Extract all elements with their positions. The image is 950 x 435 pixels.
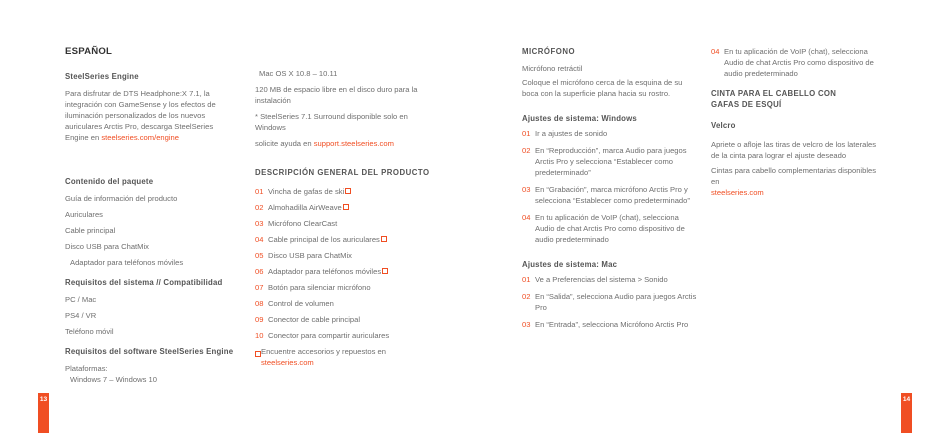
mac-step	[522, 291, 697, 313]
step-text: Control de volumen	[268, 299, 334, 308]
page-number-right: 14	[901, 393, 912, 433]
section-title: ESPAÑOL	[65, 46, 113, 57]
step-text: Disco USB para ChatMix	[268, 251, 352, 260]
accessories-item	[255, 346, 435, 368]
step-text: En “Reproducción”, marca Audio para juegos Arctis Pro y selecciona “Establecer como predeterminado”	[535, 146, 687, 177]
win-step-04-cont	[711, 46, 886, 79]
step-number: 01	[522, 129, 531, 138]
step-text: En tu aplicación de VoIP (chat), selecciona Audio de chat Arctis Pro como dispositivo de audio predeterminado	[535, 213, 685, 244]
step-number: 01	[522, 275, 531, 284]
step-text: Ir a ajustes de sonido	[535, 129, 608, 138]
mic-sub: Micrófono retráctil	[522, 64, 583, 73]
step-text: Almohadilla AirWeave	[268, 203, 342, 212]
box-icon	[343, 204, 349, 210]
footnote: * SteelSeries 7.1 Surround disponible solo en Windows	[255, 112, 408, 132]
step-text: En “Salida”, selecciona Audio para juegos Arctis Pro	[535, 292, 697, 312]
step-number: 10	[255, 331, 264, 340]
sysreq-item: PC / Mac	[65, 295, 97, 304]
mac-steps	[522, 274, 697, 330]
package-item: Disco USB para ChatMix	[65, 242, 149, 251]
mac-heading: Ajustes de sistema: Mac	[522, 260, 618, 269]
overview-item	[255, 314, 435, 325]
engine-link[interactable]: steelseries.com/engine	[101, 133, 179, 142]
overview-item	[255, 250, 435, 261]
step-number: 02	[522, 292, 531, 301]
package-item: Guía de información del producto	[65, 194, 178, 203]
package-item: Cable principal	[65, 226, 116, 235]
strap-text	[711, 165, 886, 198]
overview-item	[255, 234, 435, 245]
step-number: 02	[255, 203, 264, 212]
mac-step	[522, 274, 697, 285]
swreq-item: Windows 7 – Windows 10	[70, 375, 157, 384]
support-link[interactable]: support.steelseries.com	[313, 139, 394, 148]
accessories-link[interactable]: steelseries.com	[261, 358, 314, 367]
overview-item	[255, 186, 435, 197]
column-4	[711, 46, 886, 198]
engine-text	[65, 88, 235, 143]
windows-heading: Ajustes de sistema: Windows	[522, 114, 637, 123]
windows-step	[522, 184, 697, 206]
step-number: 05	[255, 251, 264, 260]
box-icon	[382, 268, 388, 274]
sysreq-item: Mac OS X 10.8 – 10.11	[259, 69, 338, 78]
windows-step	[522, 212, 697, 245]
mic-text: Coloque el micrófono cerca de la esquina de su boca con la superficie plana hacia su rostro.	[522, 78, 683, 98]
package-item: Adaptador para teléfonos móviles	[70, 258, 184, 267]
accessories-text	[261, 346, 386, 368]
step-number: 06	[255, 267, 264, 276]
step-number: 03	[522, 320, 531, 329]
step-text: Conector para compartir auriculares	[268, 331, 390, 340]
box-icon	[381, 236, 387, 242]
step-number: 07	[255, 283, 264, 292]
overview-item	[255, 282, 435, 293]
windows-step	[522, 145, 697, 178]
overview-item	[255, 330, 435, 341]
step-number: 04	[711, 47, 720, 56]
strap-label: Cintas para cabello complementarias disponibles en	[711, 166, 877, 186]
step-text: Ve a Preferencias del sistema > Sonido	[535, 275, 668, 284]
support-text	[255, 138, 435, 149]
step-number: 03	[522, 185, 531, 194]
step-number: 04	[255, 235, 264, 244]
overview-heading: DESCRIPCIÓN GENERAL DEL PRODUCTO	[255, 168, 430, 177]
engine-text-body: Para disfrutar de DTS Headphone:X 7.1, la integración con GameSense y los efectos de iluminación personalizados de los nuevos auriculares Arctis Pro, descarga SteelSeries Engine en	[65, 89, 216, 142]
strap-link[interactable]: steelseries.com	[711, 188, 764, 197]
step-text: En “Entrada”, selecciona Micrófono Arctis Pro	[535, 320, 689, 329]
velcro-heading: Velcro	[711, 121, 736, 130]
mic-heading: MICRÓFONO	[522, 47, 576, 56]
step-number: 01	[255, 187, 264, 196]
sysreq-heading: Requisitos del sistema // Compatibilidad	[65, 278, 223, 287]
package-heading: Contenido del paquete	[65, 177, 154, 186]
sysreq-item: PS4 / VR	[65, 311, 97, 320]
step-text: Micrófono ClearCast	[268, 219, 338, 228]
step-text: En tu aplicación de VoIP (chat), selecciona Audio de chat Arctis Pro como dispositivo de audio predeterminado	[724, 47, 874, 78]
step-text: Adaptador para teléfonos móviles	[268, 267, 382, 276]
velcro-text: Apriete o afloje las tiras de velcro de los laterales de la cinta para lograr el ajuste deseado	[711, 140, 877, 160]
step-text: Vincha de gafas de ski	[268, 187, 345, 196]
overview-list	[255, 186, 435, 341]
sysreq-item: 120 MB de espacio libre en el disco duro para la instalación	[255, 85, 418, 105]
column-1	[65, 46, 235, 385]
sysreq-item: Teléfono móvil	[65, 327, 114, 336]
box-icon	[345, 188, 351, 194]
step-text: Cable principal de los auriculares	[268, 235, 380, 244]
overview-item	[255, 298, 435, 309]
overview-item	[255, 266, 435, 277]
step-text: Botón para silenciar micrófono	[268, 283, 371, 292]
package-item: Auriculares	[65, 210, 103, 219]
support-label: solicite ayuda en	[255, 139, 312, 148]
step-number: 04	[522, 213, 531, 222]
swreq-item: Plataformas:	[65, 364, 108, 373]
page-number-left: 13	[38, 393, 49, 433]
mac-step	[522, 319, 697, 330]
overview-item	[255, 202, 435, 213]
column-3	[522, 46, 697, 336]
step-number: 03	[255, 219, 264, 228]
step-text: Conector de cable principal	[268, 315, 361, 324]
swreq-heading: Requisitos del software SteelSeries Engine	[65, 347, 234, 356]
step-number: 02	[522, 146, 531, 155]
windows-steps	[522, 128, 697, 245]
engine-heading: SteelSeries Engine	[65, 72, 139, 81]
step-text: En “Grabación”, marca micrófono Arctis Pro y selecciona “Establecer como predeterminado”	[535, 185, 690, 205]
strap-heading: CINTA PARA EL CABELLO CON GAFAS DE ESQUÍ	[711, 89, 837, 109]
overview-item	[255, 218, 435, 229]
step-number: 08	[255, 299, 264, 308]
windows-step	[522, 128, 697, 139]
column-2	[255, 68, 435, 368]
step-number: 09	[255, 315, 264, 324]
accessories-label: Encuentre accesorios y repuestos en	[261, 347, 386, 356]
